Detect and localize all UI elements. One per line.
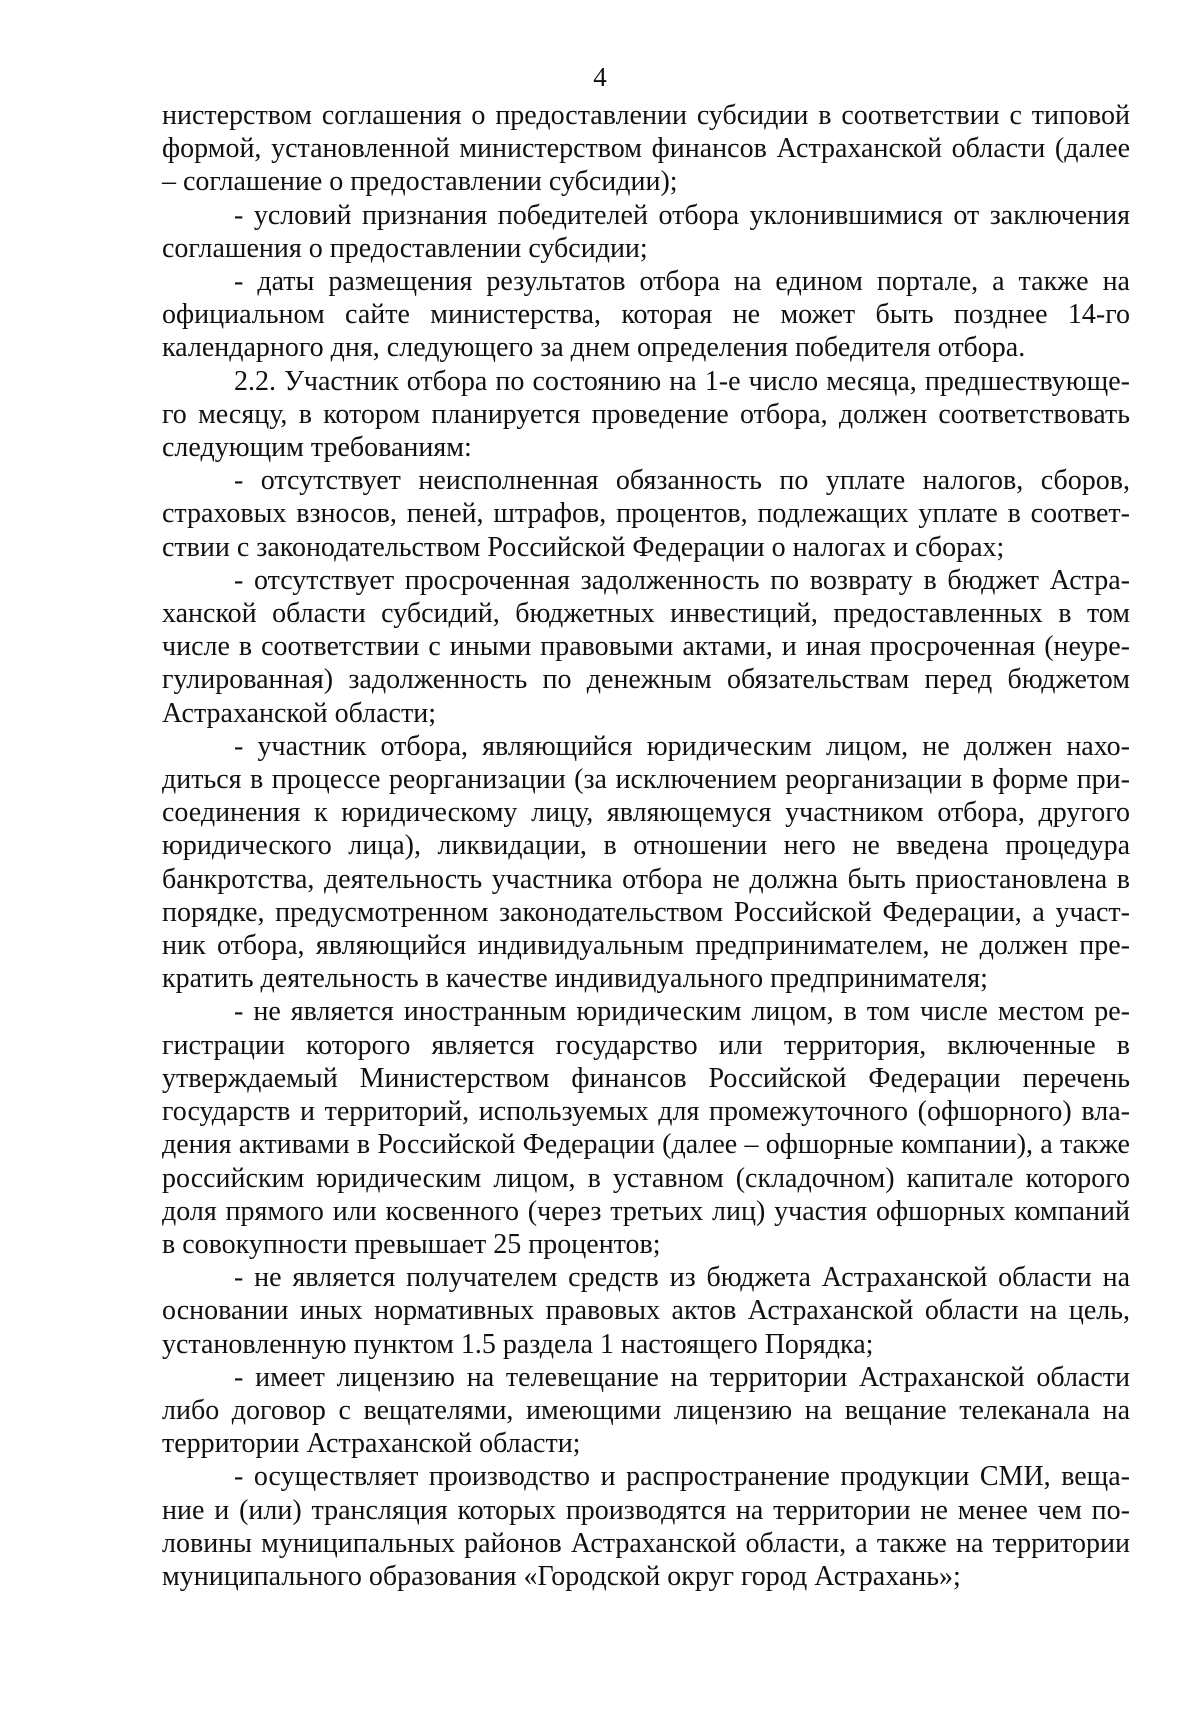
paragraph-evasion-conditions: - условий признания победителей отбора уклонившимися от заключения соглашения о предоставлении субсидии; <box>162 199 1130 264</box>
paragraph-continuation: нистерством соглашения о предоставлении субсидии в соответствии с типовой формой, установленной министерством финансов Астраханской области (далее – соглашение о предоставлении субсидии); <box>162 100 1130 198</box>
page-number: 4 <box>593 62 607 92</box>
paragraph-not-recipient: - не является получателем средств из бюджета Астраханской области на основании иных нормативных правовых актов Астраханской области на цель, установленную пунктом 1.5 раздела 1 настоящего Порядка; <box>162 1262 1130 1360</box>
paragraph-results-date: - даты размещения результатов отбора на едином портале, а также на официальном сайте министерства, которая не может быть позднее 14-го календарного дня, следующего за днем определения победителя отбора. <box>162 266 1130 364</box>
document-body <box>162 99 1130 1593</box>
paragraph-no-tax-debt: - отсутствует неисполненная обязанность по уплате налогов, сборов, страховых взносов, пеней, штрафов, процентов, подлежащих уплате в соответствии с законодательством Российской Федерации о налогах и сборах; <box>162 465 1130 563</box>
paragraph-no-overdue-debt: - отсутствует просроченная задолженность по возврату в бюджет Астраханской области субсидий, бюджетных инвестиций, предоставленных в том числе в соответствии с иными правовыми актами, и иная просроченная (неурегулированная) задолженность по денежным обязательствам перед бюджетом Астраханской области; <box>162 564 1130 729</box>
paragraph-section-2-2: 2.2. Участник отбора по состоянию на 1-е число месяца, предшествующего месяцу, в котором планируется проведение отбора, должен соответствовать следующим требованиям: <box>162 365 1130 464</box>
paragraph-not-foreign-entity: - не является иностранным юридическим лицом, в том числе местом регистрации которого является государство или территория, включенные в утверждаемый Министерством финансов Российской Федерации перечень государств и территорий, используемых для промежуточного (офшорного) владения активами в Российской Федерации (далее – офшорные компании), а также российским юридическим лицом, в уставном (складочном) капитале которого доля прямого или косвенного (через третьих лиц) участия офшорных компаний в совокупности превышает 25 процентов; <box>162 996 1130 1260</box>
paragraph-broadcast-license: - имеет лицензию на телевещание на территории Астраханской области либо договор с вещателями, имеющими лицензию на вещание телеканала на территории Астраханской области; <box>162 1361 1130 1460</box>
paragraph-media-production: - осуществляет производство и распространение продукции СМИ, вещание и (или) трансляция которых производятся на территории не менее чем половины муниципальных районов Астраханской области, а также на территории муниципального образования «Городской округ город Астрахань»; <box>162 1461 1130 1592</box>
paragraph-no-reorganization: - участник отбора, являющийся юридическим лицом, не должен находиться в процессе реорганизации (за исключением реорганизации в форме присоединения к юридическому лицу, являющемуся участником отбора, другого юридического лица), ликвидации, в отношении него не введена процедура банкротства, деятельность участника отбора не должна быть приостановлена в порядке, предусмотренном законодательством Российской Федерации, а участник отбора, являющийся индивидуальным предпринимателем, не должен прекратить деятельность в качестве индивидуального предпринимателя; <box>162 730 1130 995</box>
